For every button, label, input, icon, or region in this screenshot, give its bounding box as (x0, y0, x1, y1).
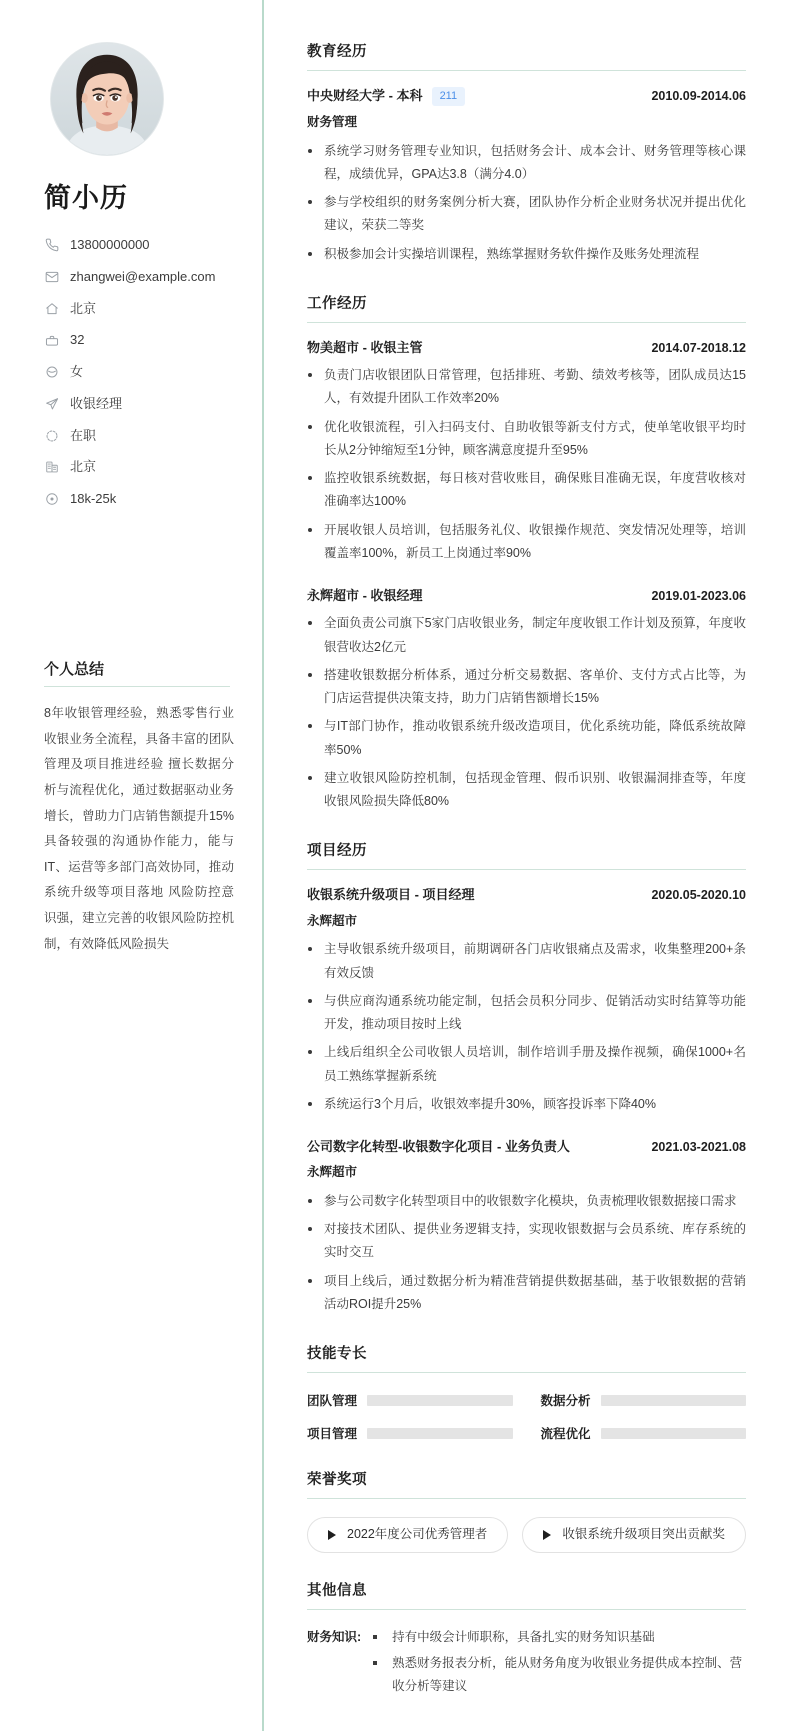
section-title-skills: 技能专长 (307, 1342, 746, 1373)
gender-icon (44, 365, 59, 380)
entry-head (307, 886, 746, 904)
bullet-list (307, 612, 746, 813)
summary-text: 8年收银管理经验，熟悉零售行业收银业务全流程，具备丰富的团队管理及项目推进经验 擅长数据分析与流程优化，通过数据驱动业务增长，曾助力门店销售额提升15% 具备较强的沟通协作能力，能与IT、运营等多部门高效协同，推动系统升级等项目落地 风险防控意识强，建立完善的收银风险防控机制，有效降低风险损失 (44, 706, 234, 951)
bullet-list (307, 938, 746, 1116)
other-info-label: 财务知识: (307, 1629, 362, 1644)
section-title-other: 其他信息 (307, 1579, 746, 1610)
contact-item-phone (44, 236, 236, 254)
contact-item-gender (44, 363, 236, 381)
status-badge: 211 (432, 87, 466, 106)
play-triangle-icon (328, 1530, 336, 1540)
contact-value: 13800000000 (70, 237, 150, 253)
skill-label: 数据分析 (540, 1394, 591, 1409)
other-info-list (371, 1626, 746, 1702)
list-item: 参与公司数字化转型项目中的收银数字化模块，负责梳理收银数据接口需求 (307, 1190, 746, 1213)
list-item: 优化收银流程，引入扫码支付、自助收银等新支付方式，使单笔收银平均时长从2分钟缩短至1分钟，顾客满意度提升至95% (307, 416, 746, 463)
contact-item-location (44, 300, 236, 318)
section-project (307, 839, 746, 1316)
section-title-work: 工作经历 (307, 292, 746, 323)
honor-list (307, 1515, 746, 1553)
skill-row (307, 1424, 513, 1442)
paperplane-icon (44, 396, 59, 411)
list-item: 与IT部门协作，推动收银系统升级改造项目，优化系统功能，降低系统故障率50% (307, 715, 746, 762)
honor-label: 2022年度公司优秀管理者 (347, 1527, 488, 1542)
refresh-icon (44, 428, 59, 443)
bullet-list (307, 140, 746, 266)
contact-value: 32 (70, 332, 85, 348)
contact-value: 在职 (70, 427, 97, 443)
entry-subtitle: 财务管理 (307, 114, 358, 129)
list-item: 搭建收银数据分析体系，通过分析交易数据、客单价、支付方式占比等，为门店运营提供决策支持，助力门店销售额增长15% (307, 664, 746, 711)
list-item: 参与学校组织的财务案例分析大赛，团队协作分析企业财务状况并提出优化建议，荣获二等奖 (307, 191, 746, 238)
contact-item-age (44, 331, 236, 349)
entry-head (307, 87, 746, 106)
list-item: 系统运行3个月后，收银效率提升30%，顾客投诉率下降40% (307, 1093, 746, 1116)
skill-progress-track (367, 1395, 512, 1406)
project-entry (307, 1138, 746, 1316)
contact-value: 18k-25k (70, 490, 117, 506)
summary-heading: 个人总结 (44, 658, 230, 687)
work-entry (307, 587, 746, 813)
section-title-project: 项目经历 (307, 839, 746, 870)
entry-date: 2021.03-2021.08 (651, 1140, 746, 1155)
skill-progress-track (601, 1428, 746, 1439)
contact-item-email (44, 268, 236, 286)
list-item: 全面负责公司旗下5家门店收银业务，制定年度收银工作计划及预算，年度收银营收达2亿元 (307, 612, 746, 659)
entry-subtitle: 永辉超市 (307, 1165, 358, 1180)
section-title-honors: 荣誉奖项 (307, 1468, 746, 1499)
list-item: 持有中级会计师职称，具备扎实的财务知识基础 (371, 1626, 746, 1649)
other-info-group (307, 1626, 746, 1702)
building-icon (44, 460, 59, 475)
honor-pill[interactable] (522, 1517, 746, 1553)
list-item: 开展收银人员培训，包括服务礼仪、收银操作规范、突发情况处理等，培训覆盖率100%，新员工上岗通过率90% (307, 519, 746, 566)
list-item: 项目上线后，通过数据分析为精准营销提供数据基础，基于收银数据的营销活动ROI提升25% (307, 1270, 746, 1317)
entry-head (307, 339, 746, 357)
entry-title (307, 587, 423, 605)
skill-label: 流程优化 (540, 1427, 591, 1442)
list-item: 熟悉财务报表分析，能从财务角度为收银业务提供成本控制、营收分析等建议 (371, 1652, 746, 1699)
entry-head (307, 587, 746, 605)
home-icon (44, 301, 59, 316)
list-item: 系统学习财务管理专业知识，包括财务会计、成本会计、财务管理等核心课程，成绩优异，GPA达3.8（满分4.0） (307, 140, 746, 187)
list-item: 对接技术团队、提供业务逻辑支持，实现收银数据与会员系统、库存系统的实时交互 (307, 1218, 746, 1265)
contact-item-salary (44, 490, 236, 508)
contact-value: zhangwei@example.com (70, 269, 216, 285)
skill-progress-track (367, 1428, 512, 1439)
mail-icon (44, 270, 59, 285)
entry-title (307, 886, 475, 904)
section-other-info (307, 1579, 746, 1702)
skill-row (541, 1424, 747, 1442)
section-education (307, 40, 746, 266)
entry-title-text: 中央财经大学 - 本科 (307, 88, 423, 104)
bullet-list (307, 364, 746, 565)
contact-value: 收银经理 (70, 395, 123, 411)
coin-icon (44, 491, 59, 506)
avatar (50, 42, 164, 156)
bullet-list (307, 1190, 746, 1316)
briefcase-icon (44, 333, 59, 348)
skill-label: 团队管理 (307, 1394, 358, 1409)
entry-title (307, 339, 423, 357)
section-title-education: 教育经历 (307, 40, 746, 71)
contact-value: 北京 (70, 300, 97, 316)
skill-row (541, 1391, 747, 1409)
sidebar (0, 0, 262, 1731)
skill-label: 项目管理 (307, 1427, 358, 1442)
contact-item-status (44, 427, 236, 445)
contact-item-city (44, 458, 236, 476)
work-entry (307, 339, 746, 565)
skills-grid (307, 1389, 746, 1442)
entry-title (307, 87, 465, 106)
project-entry (307, 886, 746, 1116)
contact-item-position (44, 395, 236, 413)
entry-date: 2020.05-2020.10 (651, 888, 746, 903)
entry-title (307, 1138, 570, 1156)
list-item: 积极参加会计实操培训课程，熟练掌握财务软件操作及账务处理流程 (307, 243, 746, 266)
education-entry (307, 87, 746, 266)
entry-title-text: 物美超市 - 收银主管 (307, 339, 423, 355)
phone-icon (44, 238, 59, 253)
entry-head (307, 1138, 746, 1156)
skill-progress-track (601, 1395, 746, 1406)
section-skills (307, 1342, 746, 1442)
portrait-photo-icon (51, 43, 163, 155)
list-item: 与供应商沟通系统功能定制，包括会员积分同步、促销活动实时结算等功能开发，推动项目按时上线 (307, 990, 746, 1037)
contact-list (44, 236, 236, 508)
section-honors (307, 1468, 746, 1553)
honor-pill[interactable] (307, 1517, 508, 1553)
honor-label: 收银系统升级项目突出贡献奖 (562, 1527, 725, 1542)
list-item: 监控收银系统数据，每日核对营收账目，确保账目准确无误，年度营收核对准确率达100% (307, 467, 746, 514)
list-item: 主导收银系统升级项目，前期调研各门店收银痛点及需求，收集整理200+条有效反馈 (307, 938, 746, 985)
vertical-divider (262, 0, 264, 1731)
list-item: 建立收银风险防控机制，包括现金管理、假币识别、收银漏洞排查等，年度收银风险损失降低80% (307, 767, 746, 814)
entry-title-text: 永辉超市 - 收银经理 (307, 588, 423, 604)
list-item: 负责门店收银团队日常管理，包括排班、考勤、绩效考核等，团队成员达15人，有效提升团队工作效率20% (307, 364, 746, 411)
entry-title-text: 收银系统升级项目 - 项目经理 (307, 887, 475, 903)
section-work (307, 292, 746, 813)
contact-value: 北京 (70, 459, 97, 475)
entry-date: 2019.01-2023.06 (651, 589, 746, 604)
main-content (262, 0, 794, 1731)
entry-subtitle: 永辉超市 (307, 913, 358, 928)
contact-value: 女 (70, 364, 84, 380)
page-title: 简小历 (44, 183, 128, 213)
entry-date: 2010.09-2014.06 (651, 89, 746, 104)
entry-date: 2014.07-2018.12 (651, 341, 746, 356)
skill-row (307, 1391, 513, 1409)
summary-section (42, 658, 236, 957)
entry-title-text: 公司数字化转型-收银数字化项目 - 业务负责人 (307, 1139, 570, 1154)
list-item: 上线后组织全公司收银人员培训，制作培训手册及操作视频，确保1000+名员工熟练掌握新系统 (307, 1041, 746, 1088)
play-triangle-icon (543, 1530, 551, 1540)
